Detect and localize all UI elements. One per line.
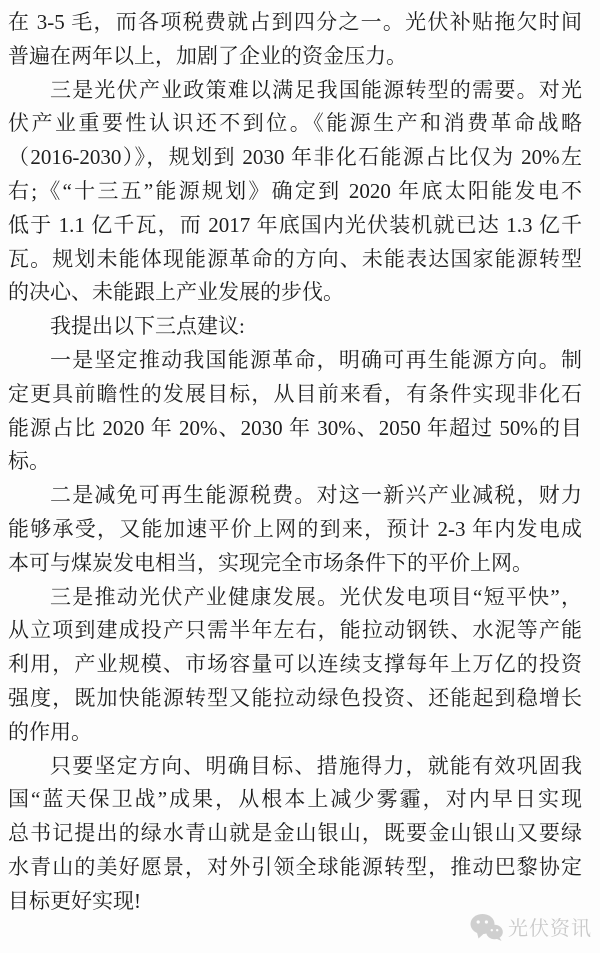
paragraph: [8, 479, 582, 580]
text-line: 能源占比 2020 年 20%、2030 年 30%、2050 年超过 50%的目: [8, 415, 582, 440]
paragraph: [8, 310, 582, 344]
text-line: 的决心、未能跟上产业发展的步伐。: [8, 280, 344, 305]
text-line: 能够承受，又能加速平价上网的到来，预计 2-3 年内发电成: [8, 516, 582, 541]
text-line: 瓦。规划未能体现能源革命的方向、未能表达国家能源转型: [8, 246, 582, 271]
text-line: 三是推动光伏产业健康发展。光伏发电项目“短平快”，: [50, 584, 582, 609]
paragraph: [8, 344, 582, 479]
text-line: 一是坚定推动我国能源革命，明确可再生能源方向。制: [50, 347, 582, 372]
paragraph: [8, 6, 582, 74]
text-line: 的作用。: [8, 719, 92, 744]
text-line: 国“蓝天保卫战”成果，从根本上减少雾霾，对内早日实现: [8, 787, 582, 812]
watermark-label: 光伏资讯: [508, 918, 592, 940]
text-line: 从立项到建成投产只需半年左右，能拉动钢铁、水泥等产能: [8, 618, 582, 643]
text-line: 在 3-5 毛，而各项税费就占到四分之一。光伏补贴拖欠时间: [8, 10, 582, 34]
text-line: 强度，既加快能源转型又能拉动绿色投资、还能起到稳增长: [8, 685, 582, 710]
text-line: 低于 1.1 亿千瓦，而 2017 年底国内光伏装机就已达 1.3 亿千: [8, 212, 582, 237]
text-line: 二是减免可再生能源税费。对这一新兴产业减税，财力: [50, 483, 582, 508]
text-line: 本可与煤炭发电相当，实现完全市场条件下的平价上网。: [8, 550, 533, 575]
text-line: 只要坚定方向、明确目标、措施得力，就能有效巩固我: [50, 753, 582, 778]
text-line: （2016-2030）》，规划到 2030 年非化石能源占比仅为 20%左: [8, 145, 582, 170]
text-line: 三是光伏产业政策难以满足我国能源转型的需要。对光: [50, 77, 582, 102]
text-line: 右;《“十三五”能源规划》确定到 2020 年底太阳能发电不: [8, 178, 582, 203]
text-line: 目标更好实现!: [8, 888, 141, 913]
text-line: 我提出以下三点建议:: [50, 314, 245, 339]
paragraph: [8, 750, 582, 919]
text-line: 总书记提出的绿水青山就是金山银山，既要金山银山又要绿: [8, 821, 582, 846]
watermark: [470, 912, 592, 941]
text-line: 标。: [8, 449, 50, 474]
text-line: 水青山的美好愿景，对外引领全球能源转型，推动巴黎协定: [8, 854, 582, 879]
text-line: 定更具前瞻性的发展目标，从目前来看，有条件实现非化石: [8, 381, 582, 406]
text-line: 伏产业重要性认识还不到位。《能源生产和消费革命战略: [8, 111, 582, 136]
wechat-icon: [470, 913, 503, 941]
text-line: 利用，产业规模、市场容量可以连续支撑每年上万亿的投资: [8, 652, 582, 677]
text-line: 普遍在两年以上，加剧了企业的资金压力。: [8, 43, 407, 68]
paragraph: [8, 74, 582, 311]
paragraph: [8, 581, 582, 750]
